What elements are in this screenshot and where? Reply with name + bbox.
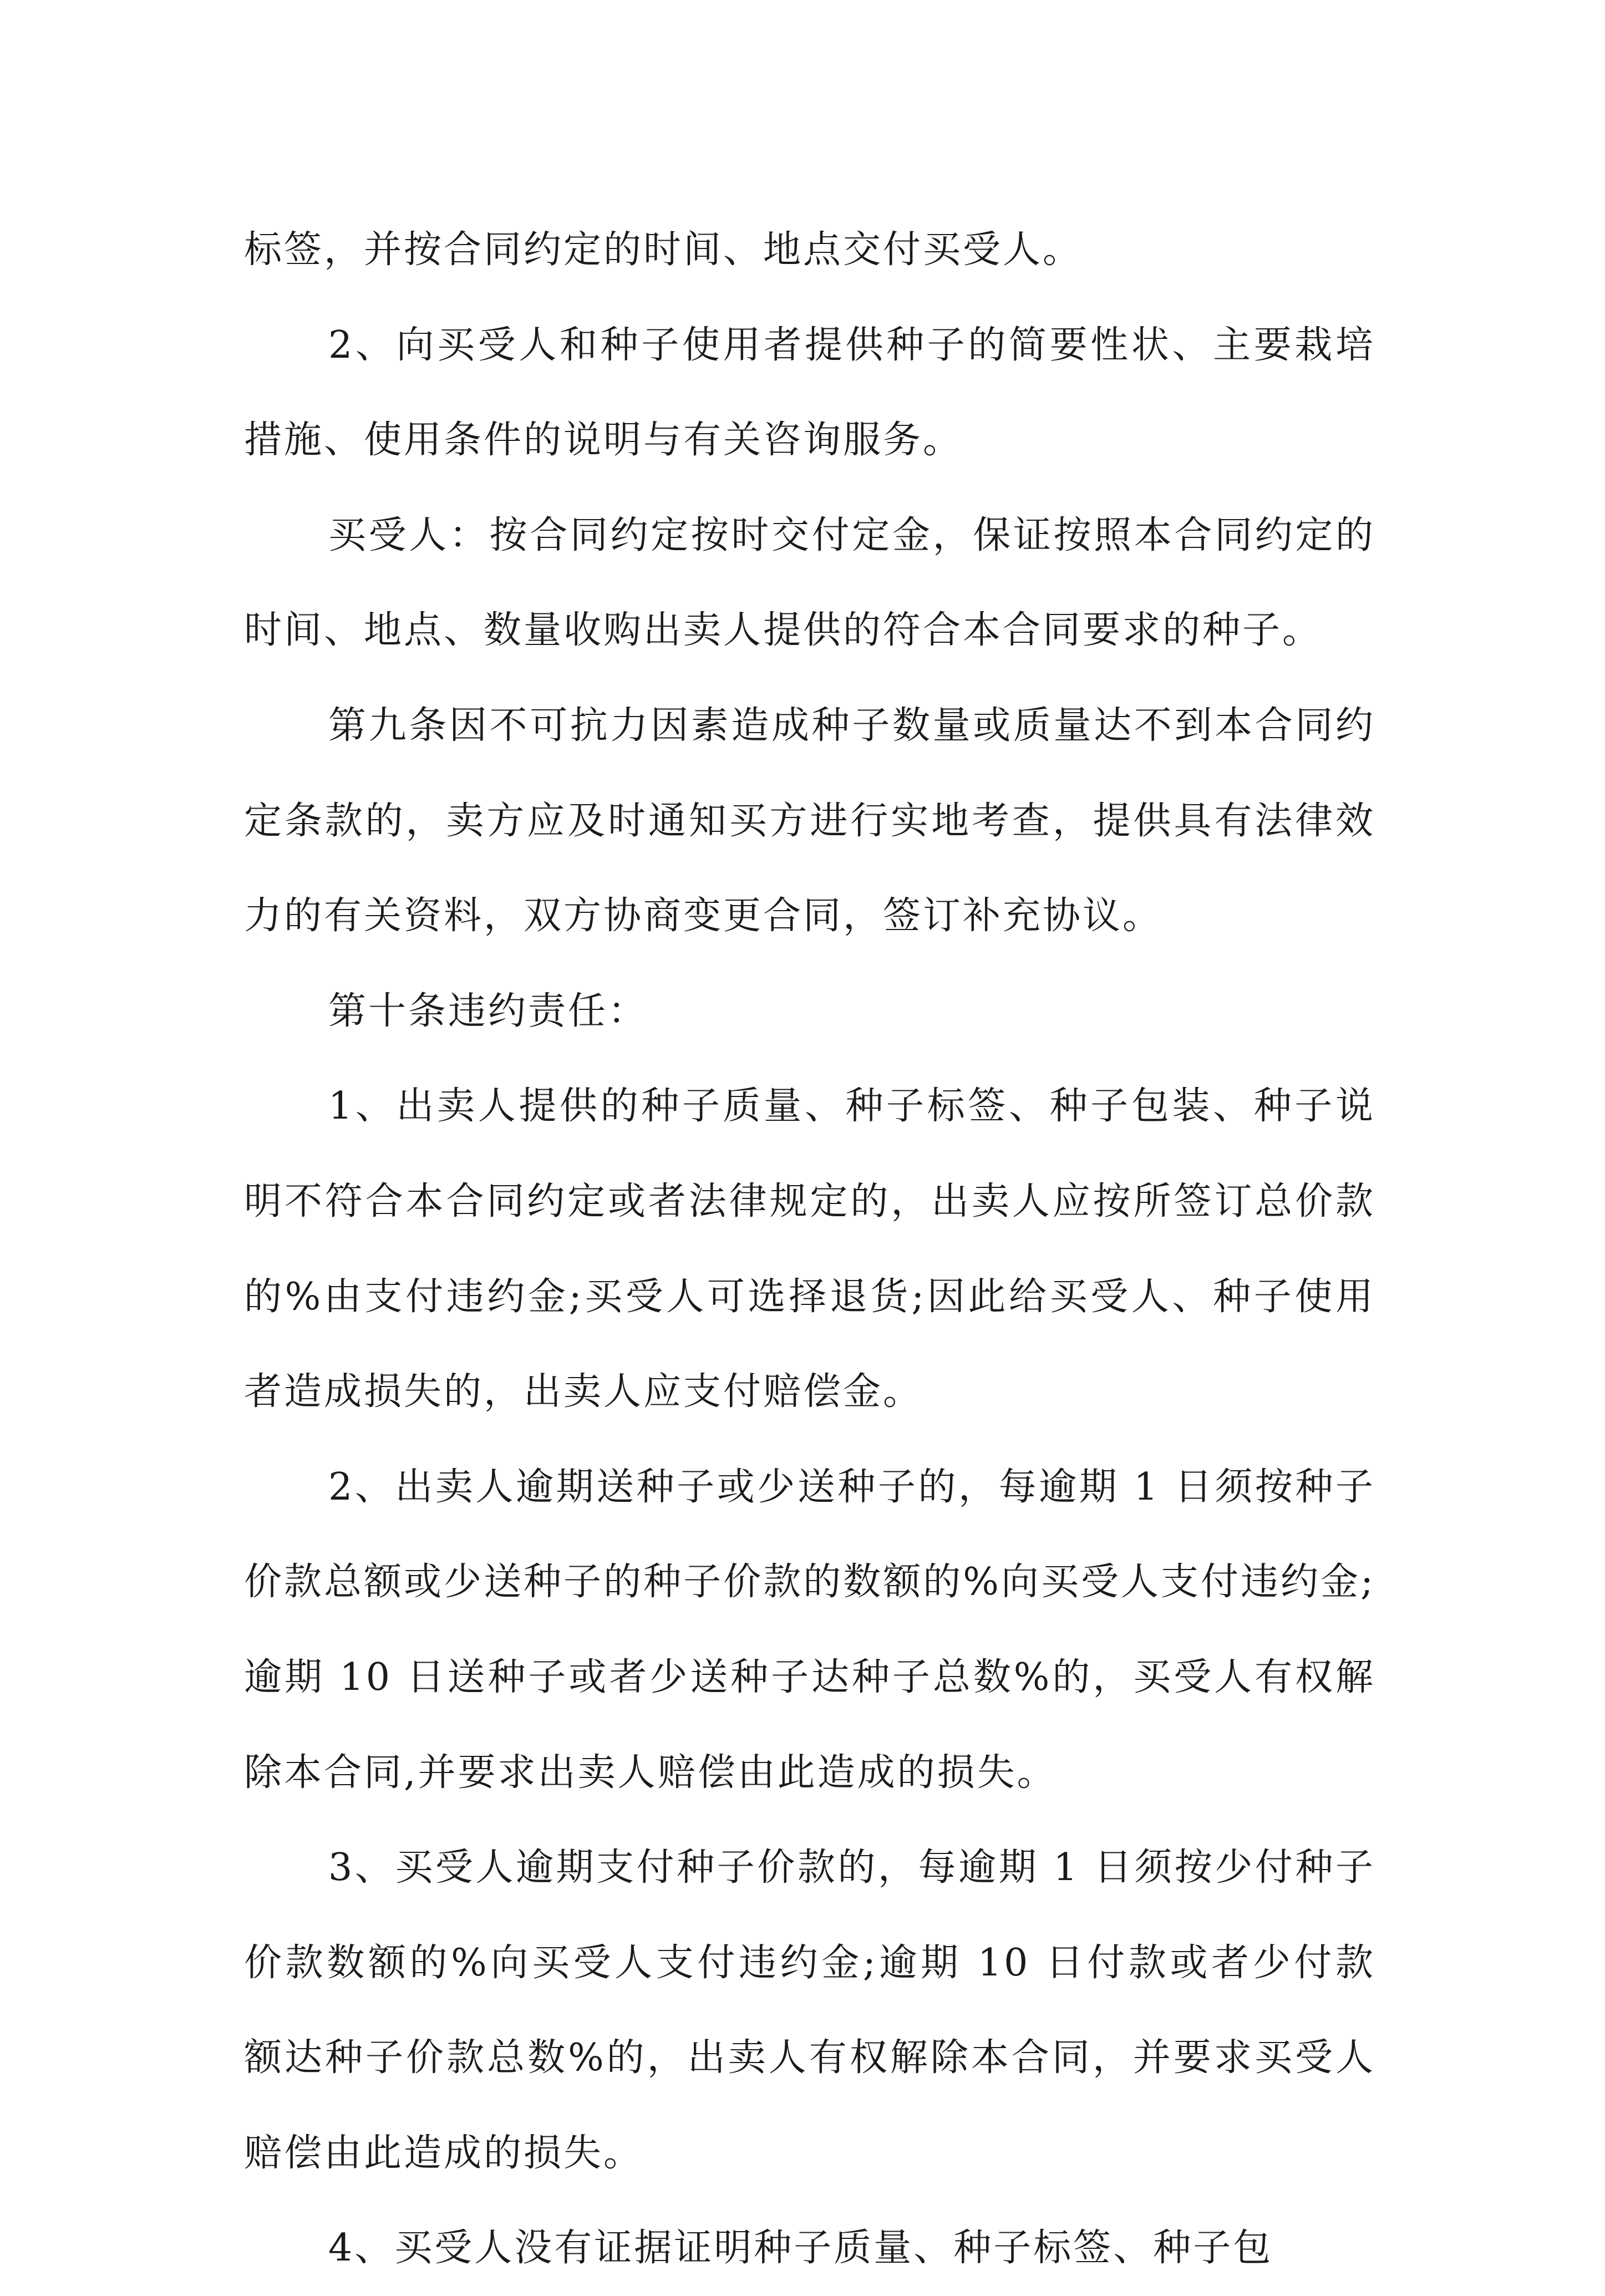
paragraph-article-9: 第九条因不可抗力因素造成种子数量或质量达不到本合同约定条款的，卖方应及时通知买方进行实地考查，提供具有法律效力的有关资料，双方协商变更合同，签订补充协议。 — [244, 703, 1375, 938]
paragraph-article-10-heading: 第十条违约责任： — [328, 989, 648, 1033]
paragraph-liability-3: 3、买受人逾期支付种子价款的，每逾期 1 日须按少付种子价款数额的%向买受人支付违约金;逾期 10 日付款或者少付款额达种子价款总数%的，出卖人有权解除本合同，并要求买受人赔偿由此造成的损失。 — [244, 1846, 1375, 2175]
paragraph-liability-1: 1、出卖人提供的种子质量、种子标签、种子包装、种子说明不符合本合同约定或者法律规定的，出卖人应按所签订总价款的%由支付违约金;买受人可选择退货;因此给买受人、种子使用者造成损失的，出卖人应支付赔偿金。 — [244, 1084, 1375, 1414]
paragraph-continuation: 标签，并按合同约定的时间、地点交付买受人。 — [244, 228, 1083, 272]
paragraph-seller-duty-2: 2、向买受人和种子使用者提供种子的简要性状、主要栽培措施、使用条件的说明与有关咨询服务。 — [244, 323, 1375, 463]
paragraph-liability-2: 2、出卖人逾期送种子或少送种子的，每逾期 1 日须按种子价款总额或少送种子的种子价款的数额的%向买受人支付违约金;逾期 10 日送种子或者少送种子达种子总数%的，买受人有权解除本合同,并要求出卖人赔偿由此造成的损失。 — [244, 1465, 1375, 1795]
document-body — [244, 202, 1375, 2296]
paragraph-liability-4: 4、买受人没有证据证明种子质量、种子标签、种子包 — [328, 2226, 1273, 2270]
paragraph-buyer-duty: 买受人：按合同约定按时交付定金，保证按照本合同约定的时间、地点、数量收购出卖人提供的符合本合同要求的种子。 — [244, 513, 1375, 653]
